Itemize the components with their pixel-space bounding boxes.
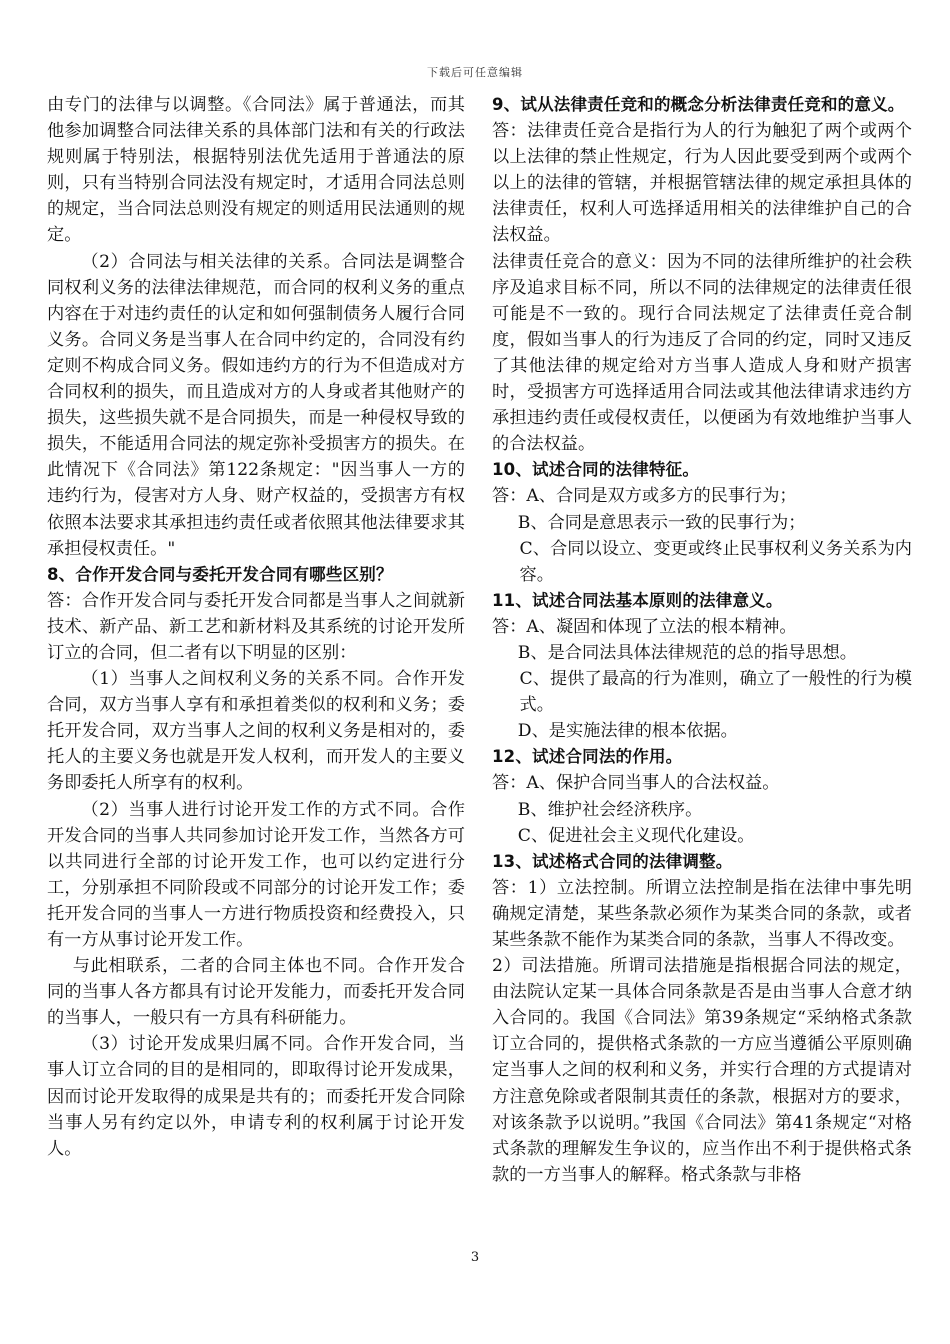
- question-heading-11: 11、试述合同法基本原则的法律意义。: [492, 590, 783, 610]
- paragraph: 2）司法措施。所谓司法措施是指根据合同法的规定，由法院认定某一具体合同条款是否是由当事人合意才纳入合同的。我国《合同法》第39条规定“采纳格式条款订立合同的，提供格式条款的一方应当遵循公平原则确定当事人之间的权利和义务，并实行合理的方式提请对方注意免除或者限制其责任的条款，根据对方的要求，对该条款予以说明。”我国《合同法》第41条规定“对格式条款的理解发生争议的，应当作出不利于提供格式条款的一方当事人的解释。格式条款与非格: [492, 956, 912, 1185]
- question-heading-10: 10、试述合同的法律特征。: [492, 460, 700, 480]
- question-heading-8: 8、合作开发合同与委托开发合同有哪些区别？: [47, 564, 393, 584]
- page-header: 下载后可任意编辑: [427, 66, 523, 79]
- answer-item: 答：A、合同是双方或多方的民事行为；: [492, 486, 797, 507]
- answer-item: B、是合同法具体法律规范的总的指导思想。: [517, 642, 857, 663]
- paragraph: （3）讨论开发成果归属不同。合作开发合同，当事人订立合同的目的是相同的，即取得讨论开发成果，因而讨论开发取得的成果是共有的；而委托开发合同除当事人另有约定以外，申请专利的权利属于讨论开发人。: [47, 1034, 465, 1159]
- paragraph: （1）当事人之间权利义务的关系不同。合作开发合同，双方当事人享有和承担着类似的权利和义务；委托开发合同，双方当事人之间的权利义务是相对的，委托人的主要义务也就是开发人权利，而开发人的主要义务即委托人所享有的权利。: [47, 669, 465, 794]
- paragraph: 与此相联系，二者的合同主体也不同。合作开发合同的当事人各方都具有讨论开发能力，而委托开发合同的当事人，一般只有一方具有科研能力。: [47, 956, 465, 1029]
- left-column: [47, 92, 465, 1162]
- right-column: [492, 92, 912, 1188]
- question-heading-12: 12、试述合同法的作用。: [492, 747, 683, 767]
- paragraph: 答：法律责任竞合是指行为人的行为触犯了两个或两个以上法律的禁止性规定，行为人因此要受到两个或两个以上的法律的管辖，并根据管辖法律的规定承担具体的法律责任，权利人可选择适用相关的法律维护自己的合法权益。: [492, 121, 912, 246]
- answer-item: 答：A、保护合同当事人的合法权益。: [492, 773, 780, 794]
- question-heading-13: 13、试述格式合同的法律调整。: [492, 851, 733, 871]
- answer-item: B、合同是意思表示一致的民事行为；: [517, 512, 806, 533]
- answer-item: B、维护社会经济秩序。: [517, 799, 703, 820]
- paragraph: （2）当事人进行讨论开发工作的方式不同。合作开发合同的当事人共同参加讨论开发工作，当然各方可以共同进行全部的讨论开发工作，也可以约定进行分工，分别承担不同阶段或不同部分的讨论开发工作；委托开发合同的当事人一方进行物质投资和经费投入，只有一方从事讨论开发工作。: [47, 799, 465, 950]
- answer-item: C、合同以设立、变更或终止民事权利义务关系为内容。: [519, 538, 912, 585]
- answer-item: D、是实施法律的根本依据。: [517, 721, 738, 742]
- paragraph: 答：1）立法控制。所谓立法控制是指在法律中事先明确规定清楚，某些条款必须作为某类合同的条款，或者某些条款不能作为某类合同的条款，当事人不得改变。: [492, 877, 912, 950]
- paragraph: （2）合同法与相关法律的关系。合同法是调整合同权利义务的法律法律规范，而合同的权利义务的重点内容在于对违约责任的认定和如何强制债务人履行合同义务。合同义务是当事人在合同中约定的，合同没有约定则不构成合同义务。假如违约方的行为不但造成对方合同权利的损失，而且造成对方的人身或者其他财产的损失，这些损失就不是合同损失，而是一种侵权导致的损失，不能适用合同法的规定弥补受损害方的损失。在此情况下《合同法》第122条规定："因当事人一方的违约行为，侵害对方人身、财产权益的，受损害方有权依照本法要求其承担违约责任或者依照其他法律要求其承担侵权责任。": [47, 251, 465, 559]
- answer-item: C、促进社会主义现代化建设。: [517, 825, 755, 846]
- paragraph: 法律责任竞合的意义：因为不同的法律所维护的社会秩序及追求目标不同，所以不同的法律规定的法律责任很可能是不一致的。现行合同法规定了法律责任竞合制度，假如当事人的行为违反了合同的约定，同时又违反了其他法律的规定给对方当事人造成人身和财产损害时，受损害方可选择适用合同法或其他法律请求违约方承担违约责任或侵权责任，以便函为有效地维护当事人的合法权益。: [492, 251, 912, 455]
- paragraph: 答：合作开发合同与委托开发合同都是当事人之间就新技术、新产品、新工艺和新材料及其系统的讨论开发所订立的合同，但二者有以下明显的区别：: [47, 590, 465, 663]
- answer-item: C、提供了最高的行为准则，确立了一般性的行为模式。: [519, 669, 912, 716]
- paragraph: 由专门的法律与以调整。《合同法》属于普通法，而其他参加调整合同法律关系的具体部门法和有关的行政法规则属于特别法，根据特别法优先适用于普通法的原则，只有当特别合同法没有规定时，才适用合同法总则的规定，当合同法总则没有规定的则适用民法通则的规定。: [47, 95, 465, 246]
- page-number: 3: [470, 1250, 480, 1265]
- question-heading-9: 9、试从法律责任竞和的概念分析法律责任竞和的意义。: [492, 95, 905, 114]
- answer-item: 答：A、凝固和体现了立法的根本精神。: [492, 616, 797, 637]
